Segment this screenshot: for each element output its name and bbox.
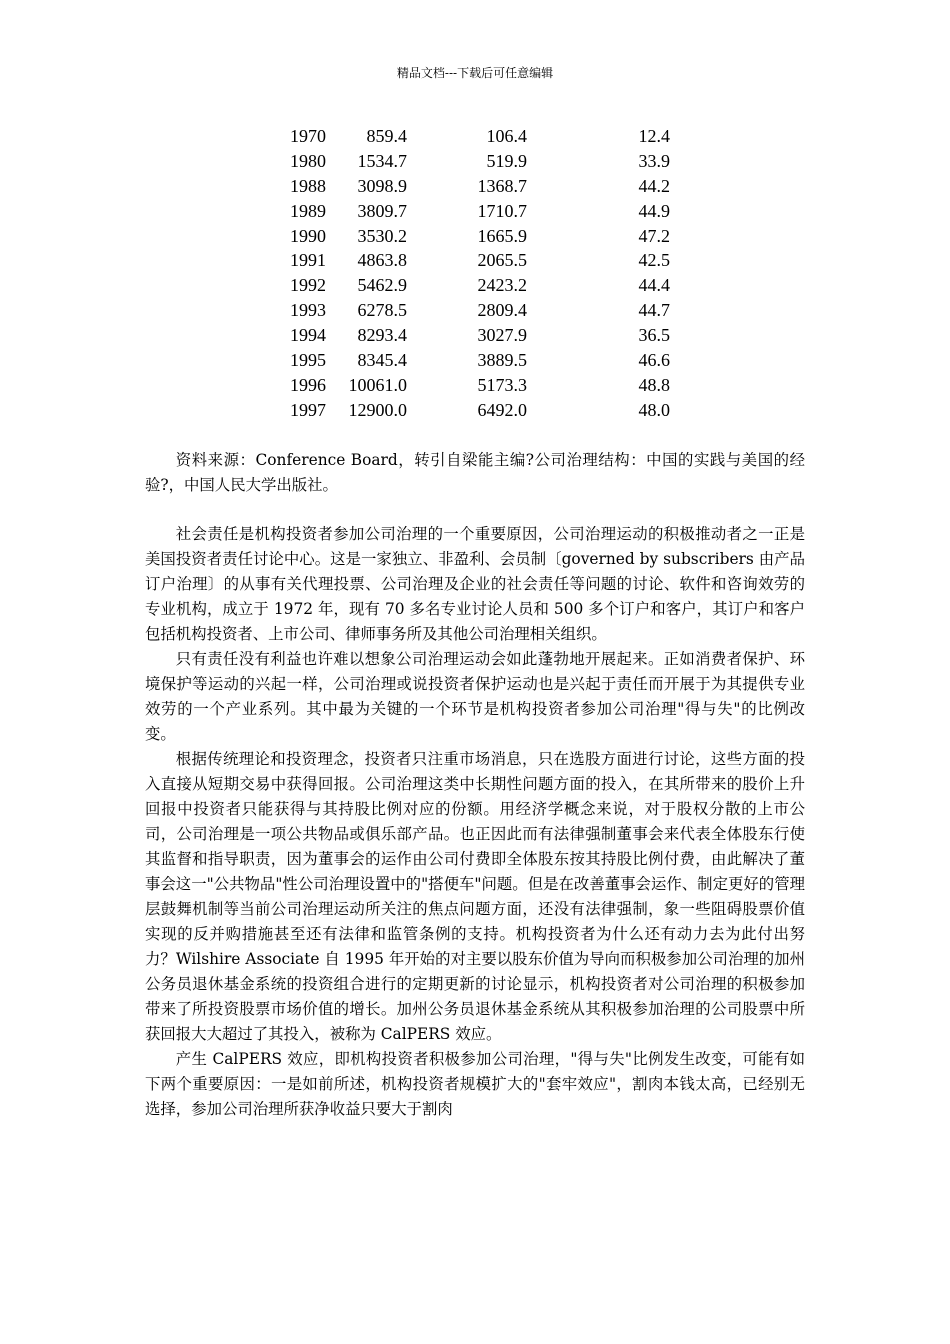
year-cell: 1993 <box>290 300 326 321</box>
page-header: 精品文档---下载后可任意编辑 <box>396 66 554 80</box>
data-table <box>0 126 950 425</box>
table-row <box>0 176 950 201</box>
year-cell: 1988 <box>290 175 326 196</box>
value-c-cell: 46.6 <box>638 350 670 371</box>
value-c-cell: 48.0 <box>638 399 670 420</box>
year-cell: 1989 <box>290 200 326 221</box>
value-b-cell: 3027.9 <box>477 325 527 346</box>
value-b-cell: 3889.5 <box>477 350 527 371</box>
year-cell: 1994 <box>290 325 326 346</box>
year-cell: 1980 <box>290 150 326 171</box>
value-a-cell: 1534.7 <box>357 150 407 171</box>
table-row <box>0 126 950 151</box>
table-row <box>0 226 950 251</box>
value-a-cell: 3530.2 <box>357 225 407 246</box>
year-cell: 1991 <box>290 250 326 271</box>
value-a-cell: 12900.0 <box>348 399 407 420</box>
paragraph-2: 只有责任没有利益也许难以想象公司治理运动会如此蓬勃地开展起来。正如消费者保护、环境保护等运动的兴起一样，公司治理或说投资者保护运动也是兴起于责任而开展于为其提供专业效劳的一个产业系列。其中最为关键的一个环节是机构投资者参加公司治理"得与失"的比例改变。 <box>145 650 805 743</box>
value-b-cell: 1710.7 <box>477 200 527 221</box>
table-row <box>0 151 950 176</box>
paragraph-3: 根据传统理论和投资理念，投资者只注重市场消息，只在选股方面进行讨论，这些方面的投入直接从短期交易中获得回报。公司治理这类中长期性问题方面的投入，在其所带来的股价上升回报中投资者只能获得与其持股比例对应的份额。用经济学概念来说，对于股权分散的上市公司，公司治理是一项公共物品或俱乐部产品。也正因此而有法律强制董事会来代表全体股东行使其监督和指导职责，因为董事会的运作由公司付费即全体股东按其持股比例付费，由此解决了董事会这一"公共物品"性公司治理设置中的"搭便车"问题。但是在改善董事会运作、制定更好的管理层鼓舞机制等当前公司治理运动所关注的焦点问题方面，还没有法律强制，象一些阻碍股票价值实现的反并购措施甚至还有法律和监管条例的支持。机构投资者为什么还有动力去为此付出努力？Wilshire Associate 自 1995 年开始的对主要以股东价值为导向而积极参加公司治理的加州公务员退休基金系统的投资组合进行的定期更新的讨论显示，机构投资者对公司治理的积极参加带来了所投资股票市场价值的增长。加州公务员退休基金系统从其积极参加治理的公司股票中所获回报大大超过了其投入，被称为 CalPERS 效应。 <box>145 750 805 1043</box>
value-b-cell: 106.4 <box>486 126 527 146</box>
value-c-cell: 44.7 <box>638 300 670 321</box>
value-c-cell: 48.8 <box>638 374 670 395</box>
value-a-cell: 8293.4 <box>357 325 407 346</box>
table-row <box>0 400 950 425</box>
value-a-cell: 859.4 <box>366 126 407 146</box>
value-c-cell: 47.2 <box>638 225 670 246</box>
value-c-cell: 33.9 <box>638 150 670 171</box>
value-b-cell: 1368.7 <box>477 175 527 196</box>
year-cell: 1995 <box>290 350 326 371</box>
table-row <box>0 325 950 350</box>
table-row <box>0 201 950 226</box>
table-row <box>0 350 950 375</box>
value-a-cell: 4863.8 <box>357 250 407 271</box>
table-row <box>0 275 950 300</box>
value-b-cell: 2065.5 <box>477 250 527 271</box>
value-b-cell: 2809.4 <box>477 300 527 321</box>
value-c-cell: 44.9 <box>638 200 670 221</box>
value-c-cell: 42.5 <box>638 250 670 271</box>
value-a-cell: 3098.9 <box>357 175 407 196</box>
value-b-cell: 6492.0 <box>477 399 527 420</box>
year-cell: 1997 <box>290 399 326 420</box>
value-a-cell: 6278.5 <box>357 300 407 321</box>
year-cell: 1996 <box>290 374 326 395</box>
source-note: 资料来源：Conference Board，转引自梁能主编?公司治理结构：中国的实践与美国的经验?，中国人民大学出版社。 <box>145 451 805 494</box>
paragraph-1: 社会责任是机构投资者参加公司治理的一个重要原因，公司治理运动的积极推动者之一正是美国投资者责任讨论中心。这是一家独立、非盈利、会员制〔governed by subscribers 由产品订户治理〕的从事有关代理投票、公司治理及企业的社会责任等问题的讨论、软件和咨询效劳的专业机构，成立于 1972 年，现有 70 多名专业讨论人员和 500 多个订户和客户，其订户和客户包括机构投资者、上市公司、律师事务所及其他公司治理相关组织。 <box>145 525 805 643</box>
value-b-cell: 1665.9 <box>477 225 527 246</box>
value-b-cell: 5173.3 <box>477 374 527 395</box>
year-cell: 1992 <box>290 275 326 296</box>
value-c-cell: 36.5 <box>638 325 670 346</box>
value-b-cell: 519.9 <box>486 150 527 171</box>
body-text <box>145 448 805 1122</box>
value-c-cell: 44.4 <box>638 275 670 296</box>
table-row <box>0 250 950 275</box>
year-cell: 1990 <box>290 225 326 246</box>
value-c-cell: 44.2 <box>638 175 670 196</box>
paragraph-4: 产生 CalPERS 效应，即机构投资者积极参加公司治理，"得与失"比例发生改变，可能有如下两个重要原因：一是如前所述，机构投资者规模扩大的"套牢效应"，割肉本钱太高，已经别无选择，参加公司治理所获净收益只要大于割肉 <box>145 1050 805 1118</box>
value-a-cell: 3809.7 <box>357 200 407 221</box>
value-a-cell: 5462.9 <box>357 275 407 296</box>
table-row <box>0 375 950 400</box>
value-b-cell: 2423.2 <box>477 275 527 296</box>
value-a-cell: 8345.4 <box>357 350 407 371</box>
table-row <box>0 300 950 325</box>
value-c-cell: 12.4 <box>638 126 670 146</box>
value-a-cell: 10061.0 <box>348 374 407 395</box>
year-cell: 1970 <box>290 126 326 146</box>
